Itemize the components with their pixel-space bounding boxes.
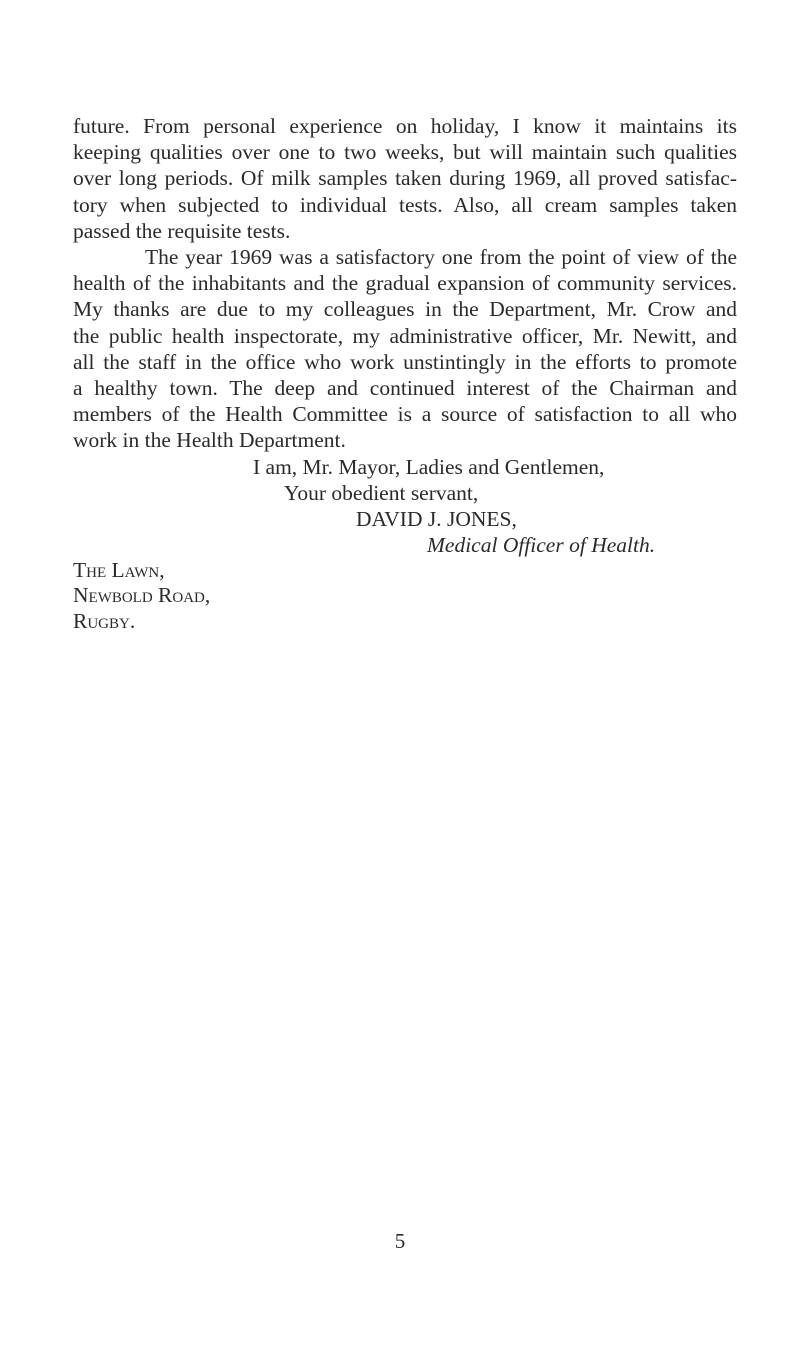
document-page xyxy=(73,113,737,633)
closing-salutation: I am, Mr. Mayor, Ladies and Gentlemen, xyxy=(253,454,605,479)
sender-address xyxy=(73,558,210,635)
text-line: members of the Health Committee is a source of satisfaction to all who xyxy=(73,402,737,427)
address-line: Rugby. xyxy=(73,608,136,633)
signatory-title: Medical Officer of Health. xyxy=(427,532,656,557)
address-line: The Lawn, xyxy=(73,557,165,582)
address-line: Newbold Road, xyxy=(73,583,211,608)
paragraph-milk-samples xyxy=(73,113,737,244)
text-line: future. From personal experience on holiday, I know it maintains its xyxy=(73,114,737,138)
text-line: The year 1969 was a satisfactory one from the point of view of the xyxy=(145,245,737,270)
text-line: all the staff in the office who work unstintingly in the efforts to promote xyxy=(73,349,737,374)
text-line: a healthy town. The deep and continued interest of the Chairman and xyxy=(73,376,737,401)
closing-valediction: Your obedient servant, xyxy=(284,480,479,505)
paragraph-year-summary xyxy=(73,244,737,454)
text-line: keeping qualities over one to two weeks, but will maintain such qualities xyxy=(73,140,737,165)
letter-closing xyxy=(73,454,737,633)
text-line: passed the requisite tests. xyxy=(73,218,291,243)
text-line: My thanks are due to my colleagues in the Department, Mr. Crow and xyxy=(73,297,737,322)
text-line: tory when subjected to individual tests. Also, all cream samples taken xyxy=(73,192,737,217)
text-line: work in the Health Department. xyxy=(73,428,346,453)
text-line: the public health inspectorate, my administrative officer, Mr. Newitt, and xyxy=(73,323,737,348)
page-number: 5 xyxy=(394,1229,406,1253)
text-line: health of the inhabitants and the gradual expansion of community services. xyxy=(73,271,737,296)
text-line: over long periods. Of milk samples taken during 1969, all proved satisfac- xyxy=(73,166,737,191)
signatory-name: DAVID J. JONES, xyxy=(356,506,517,531)
